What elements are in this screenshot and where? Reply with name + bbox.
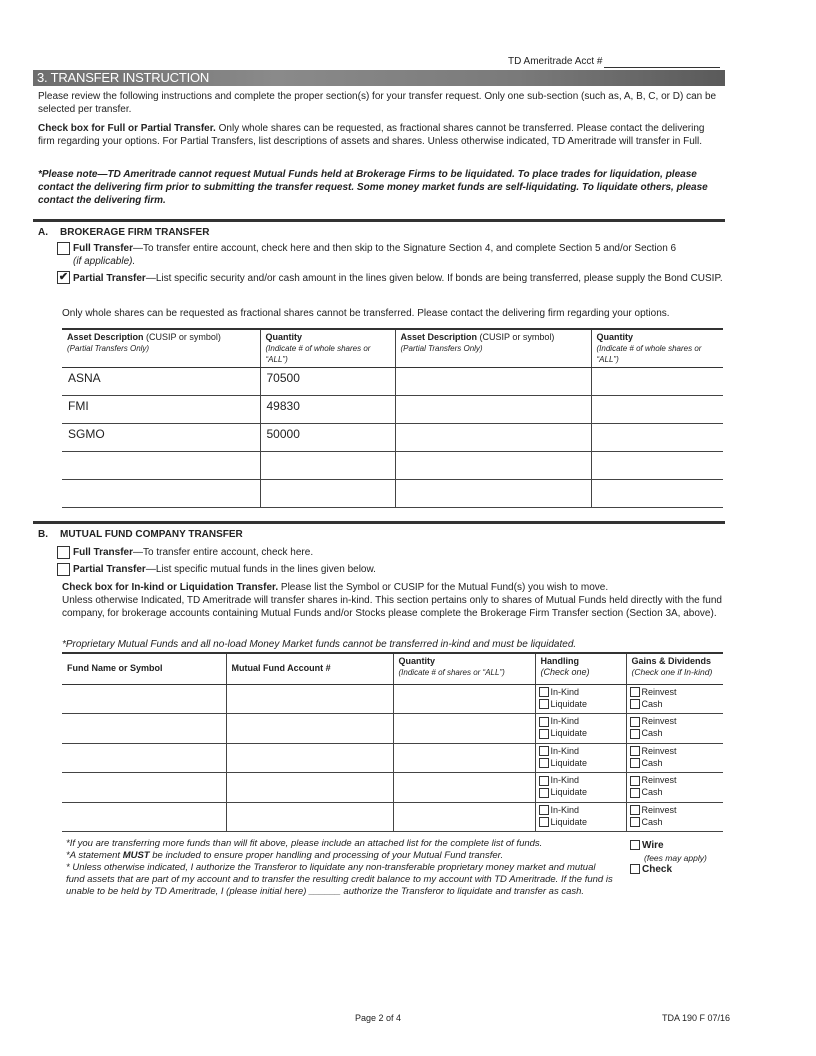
option-text: —To transfer entire account, check here and then skip to the Signature Section 4, and complete Section 5 and/or Section 6 [133,243,677,254]
reinvest-checkbox[interactable] [630,805,640,815]
full-transfer-option-b[interactable] [57,545,727,560]
quantity-cell[interactable] [393,684,535,714]
asset-cell[interactable]: SGMO [62,424,260,452]
asset-header: Asset Description (CUSIP or symbol) (Partial Transfers Only) [62,329,260,368]
quantity-cell[interactable]: 49830 [260,396,395,424]
asset-cell[interactable] [395,368,591,396]
wire-checkbox[interactable] [630,840,640,850]
option-text: —To transfer entire account, check here. [133,547,314,558]
full-transfer-option-a[interactable] [57,242,727,268]
check-box-paragraph [38,122,723,148]
account-number-field[interactable] [508,55,720,68]
partial-transfer-option-b[interactable] [57,562,727,577]
liquidate-checkbox[interactable] [539,758,549,768]
acct-line[interactable] [604,58,720,68]
cash-option[interactable]: Cash [630,816,721,828]
option-label: Full Transfer [73,243,134,254]
fund-cell[interactable] [62,743,226,773]
cash-option[interactable]: Cash [630,698,721,710]
reinvest-checkbox[interactable] [630,776,640,786]
account-cell[interactable] [226,773,393,803]
reinvest-option[interactable]: Reinvest [630,774,721,786]
handling-cell [535,773,626,803]
table-header-row [62,329,723,368]
check-box-text: Only whole shares can be requested, as fractional shares cannot be transferred. Please contact the delivering firm regarding your options. For Partial Transfers, list descriptions of assets and shares. Unless otherwise indicated, TD Ameritrade will transfer in Full. [38,123,705,147]
quantity-cell[interactable] [591,452,723,480]
gains-cell [626,684,723,714]
option-label: Partial Transfer [73,564,146,575]
option-label: Full Transfer [73,547,134,558]
gains-cell [626,743,723,773]
in-kind-option[interactable]: In-Kind [539,804,623,816]
section-b-heading [38,528,243,541]
asset-cell[interactable] [62,452,260,480]
in-kind-checkbox[interactable] [539,776,549,786]
quantity-cell[interactable] [591,396,723,424]
cash-option[interactable]: Cash [630,727,721,739]
section-letter: A. [38,227,48,238]
fund-cell[interactable] [62,714,226,744]
footnote: * Unless otherwise indicated, I authorize the Transferor to liquidate any non-transferable proprietary money market and mutual fund assets that are part of my account and to transfer the resulting credit balance to my account with TD Ameritrade. If the fund is unable to be held by TD Ameritrade, I (please initial here) ______ authorize the Transferor to liquidate and transfer as cash. [66,862,613,897]
cash-checkbox[interactable] [630,729,640,739]
table-row [62,714,723,744]
quantity-header: Quantity (Indicate # of shares or “ALL”) [393,653,535,684]
full-transfer-checkbox[interactable] [57,546,70,559]
form-code: TDA 190 F 07/16 [662,1013,731,1023]
brokerage-assets-table [62,328,723,508]
payment-method [630,840,707,876]
divider [33,521,725,524]
handling-cell [535,802,626,832]
liquidate-option[interactable]: Liquidate [539,698,623,710]
table-row [62,368,723,396]
gains-cell [626,714,723,744]
cash-checkbox[interactable] [630,699,640,709]
reinvest-option[interactable]: Reinvest [630,686,721,698]
asset-cell[interactable] [395,480,591,508]
check-box-heading: Check box for Full or Partial Transfer. [38,123,216,134]
whole-shares-note: Only whole shares can be requested as fractional shares cannot be transferred. Please contact the delivering firm regarding your options. [62,308,670,319]
table-row [62,424,723,452]
partial-transfer-checkbox[interactable] [57,563,70,576]
cash-option[interactable]: Cash [630,786,721,798]
quantity-cell[interactable] [393,802,535,832]
gains-cell [626,802,723,832]
table-row [62,480,723,508]
acct-label: TD Ameritrade Acct # [508,56,603,67]
proprietary-note: *Proprietary Mutual Funds and all no-load Money Market funds cannot be transferred in-kind and must be liquidated. [62,639,577,650]
account-cell[interactable] [226,684,393,714]
asset-cell[interactable] [395,452,591,480]
quantity-cell[interactable] [393,714,535,744]
in-kind-checkbox[interactable] [539,805,549,815]
option-text: —List specific mutual funds in the lines given below. [145,564,376,575]
table-row [62,802,723,832]
liquidate-checkbox[interactable] [539,817,549,827]
account-header: Mutual Fund Account # [226,653,393,684]
quantity-cell[interactable] [260,452,395,480]
liquidate-checkbox[interactable] [539,788,549,798]
asset-header: Asset Description (CUSIP or symbol) (Partial Transfers Only) [395,329,591,368]
intro-paragraph: Please review the following instructions and complete the proper section(s) for your transfer request. Only one sub-section (such as, A, B, C, or D) can be selected per transfer. [38,91,717,115]
table-row [62,684,723,714]
reinvest-checkbox[interactable] [630,687,640,697]
fund-cell[interactable] [62,802,226,832]
gains-cell [626,773,723,803]
check-checkbox[interactable] [630,864,640,874]
handling-cell [535,743,626,773]
quantity-cell[interactable] [591,424,723,452]
account-cell[interactable] [226,743,393,773]
liquidate-option[interactable]: Liquidate [539,727,623,739]
reinvest-checkbox[interactable] [630,746,640,756]
asset-cell[interactable] [395,424,591,452]
table-row [62,743,723,773]
fund-cell[interactable] [62,684,226,714]
in-kind-checkbox[interactable] [539,746,549,756]
in-kind-option[interactable]: In-Kind [539,715,623,727]
asset-cell[interactable] [395,396,591,424]
liquidate-checkbox[interactable] [539,699,549,709]
wire-note: (fees may apply) [644,853,707,863]
table-row [62,773,723,803]
fund-header: Fund Name or Symbol [62,653,226,684]
wire-option[interactable]: Wire [630,840,707,852]
option-label: Partial Transfer [73,273,146,284]
footnote: *If you are transferring more funds than will fit above, please include an attached list for the complete list of funds. [66,838,543,849]
asset-cell[interactable]: ASNA [62,368,260,396]
cash-option[interactable]: Cash [630,757,721,769]
account-cell[interactable] [226,714,393,744]
in-kind-option[interactable]: In-Kind [539,686,623,698]
quantity-cell[interactable]: 50000 [260,424,395,452]
check-option[interactable]: Check [630,864,707,876]
quantity-cell[interactable] [260,480,395,508]
quantity-cell[interactable] [393,743,535,773]
liquidate-option[interactable]: Liquidate [539,786,623,798]
reinvest-option[interactable]: Reinvest [630,745,721,757]
cash-checkbox[interactable] [630,788,640,798]
mutual-fund-table [62,652,723,832]
cash-checkbox[interactable] [630,817,640,827]
section-title: MUTUAL FUND COMPANY TRANSFER [60,529,243,540]
reinvest-option[interactable]: Reinvest [630,715,721,727]
page-number: Page 2 of 4 [355,1013,402,1023]
in-kind-paragraph: Check box for In-kind or Liquidation Transfer. Please list the Symbol or CUSIP for the Mutual Fund(s) you wish to move. Unless otherwise Indicated, TD Ameritrade will transfer shares in-kind. This section pertains only to shares of Mutual Funds held directly with the fund company, for brokerage accounts containing Mutual Funds and/or Stocks please complete the Brokerage Firm Transfer section (Section 3A, above). [62,582,722,619]
partial-transfer-checkbox[interactable]: ✔ [58,271,69,283]
section-title: BROKERAGE FIRM TRANSFER [60,227,210,238]
section-letter: B. [38,529,48,540]
liquidate-checkbox[interactable] [539,729,549,739]
handling-cell [535,684,626,714]
note-paragraph: *Please note—TD Ameritrade cannot request Mutual Funds held at Brokerage Firms to be liquidated. To place trades for liquidation, please contact the delivering firm prior to submitting the transfer request. Some money market funds are self-liquidating. To liquidate others, please contact the delivering firm. [38,169,708,206]
table-header-row [62,653,723,684]
account-cell[interactable] [226,802,393,832]
partial-transfer-option-a[interactable] [57,270,727,287]
in-kind-option[interactable]: In-Kind [539,774,623,786]
cash-checkbox[interactable] [630,758,640,768]
asset-cell[interactable] [62,480,260,508]
section-a-heading [38,226,209,239]
quantity-cell[interactable] [393,773,535,803]
in-kind-checkbox[interactable] [539,717,549,727]
reinvest-checkbox[interactable] [630,717,640,727]
liquidate-option[interactable]: Liquidate [539,757,623,769]
fund-cell[interactable] [62,773,226,803]
quantity-header: Quantity (Indicate # of whole shares or “ALL”) [591,329,723,368]
option-text: —List specific security and/or cash amount in the lines given below. If bonds are being transferred, please supply the Bond CUSIP. [145,273,723,284]
quantity-header: Quantity (Indicate # of whole shares or “ALL”) [260,329,395,368]
quantity-cell[interactable] [591,480,723,508]
asset-cell[interactable]: FMI [62,396,260,424]
reinvest-option[interactable]: Reinvest [630,804,721,816]
gains-header: Gains & Dividends (Check one if In-kind) [626,653,723,684]
liquidate-option[interactable]: Liquidate [539,816,623,828]
footnote: *A statement MUST be included to ensure proper handling and processing of your Mutual Fund transfer. [66,850,504,861]
divider [33,219,725,222]
in-kind-checkbox[interactable] [539,687,549,697]
handling-header: Handling (Check one) [535,653,626,684]
footnotes [66,838,626,898]
in-kind-option[interactable]: In-Kind [539,745,623,757]
table-row [62,396,723,424]
table-row [62,452,723,480]
full-transfer-checkbox[interactable] [57,242,70,255]
section-header: 3. TRANSFER INSTRUCTION [33,70,725,86]
option-note: (if applicable). [73,256,136,267]
quantity-cell[interactable] [591,368,723,396]
quantity-cell[interactable]: 70500 [260,368,395,396]
handling-cell [535,714,626,744]
